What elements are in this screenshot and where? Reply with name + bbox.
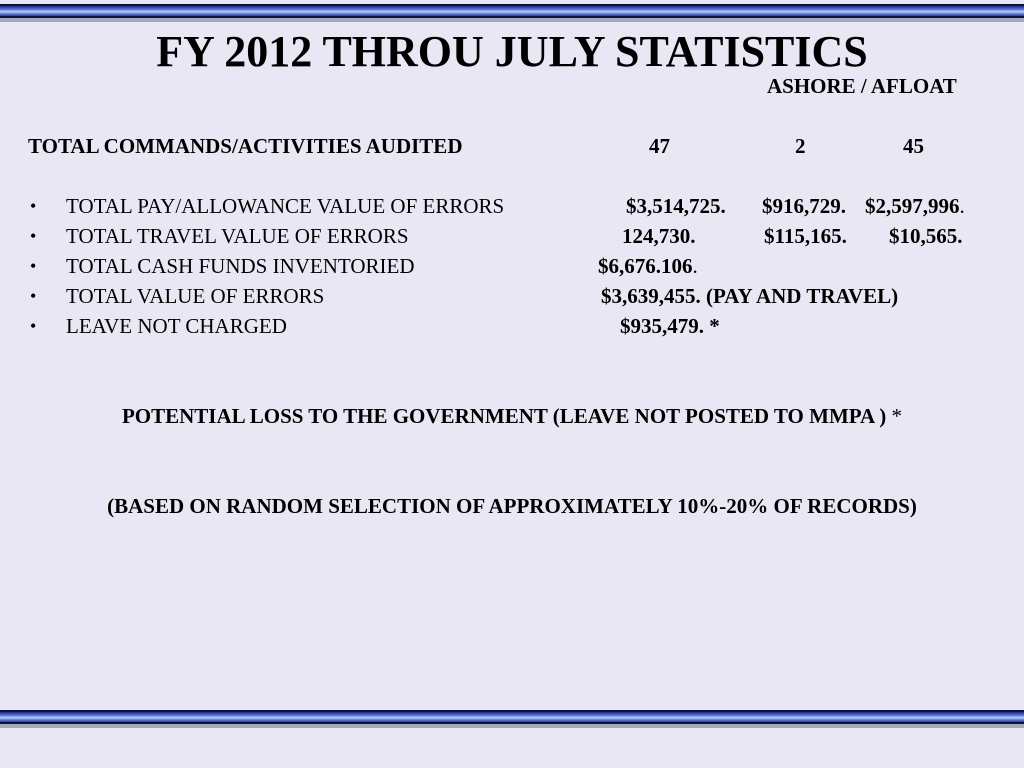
audited-label: TOTAL COMMANDS/ACTIVITIES AUDITED [28, 134, 463, 158]
travel-errors-ashore: $115,165. [764, 224, 847, 248]
top-band-shadow [0, 18, 1024, 22]
bullet-marker: • [30, 226, 37, 246]
cash-funds-label: TOTAL CASH FUNDS INVENTORIED [66, 254, 415, 278]
total-errors-value: $3,639,455. (PAY AND TRAVEL) [601, 284, 899, 308]
travel-errors-afloat: $10,565. [889, 224, 963, 248]
bullet-marker: • [30, 316, 37, 336]
audited-total: 47 [649, 134, 670, 158]
audited-afloat: 45 [903, 134, 924, 158]
bullet-marker: • [30, 196, 37, 216]
pay-allowance-errors-afloat: $2,597,996. [865, 194, 965, 218]
column-header-ashore-afloat: ASHORE / AFLOAT [767, 74, 957, 98]
pay-allowance-errors-label: TOTAL PAY/ALLOWANCE VALUE OF ERRORS [66, 194, 505, 218]
top-decorative-band [0, 4, 1024, 18]
bottom-decorative-band [0, 710, 1024, 724]
total-errors-label: TOTAL VALUE OF ERRORS [66, 284, 325, 308]
bullet-marker: • [30, 256, 37, 276]
random-selection-note: (BASED ON RANDOM SELECTION OF APPROXIMATELY 10%-20% OF RECORDS) [107, 494, 917, 518]
cash-funds-total: $6,676.106. [598, 254, 698, 278]
bottom-band-shadow [0, 724, 1024, 728]
leave-not-charged-label: LEAVE NOT CHARGED [66, 314, 287, 338]
travel-errors-label: TOTAL TRAVEL VALUE OF ERRORS [66, 224, 409, 248]
leave-not-charged-value: $935,479. * [620, 314, 720, 338]
audited-ashore: 2 [795, 134, 806, 158]
pay-allowance-errors-total: $3,514,725. [626, 194, 726, 218]
page-title: FY 2012 THROU JULY STATISTICS [156, 27, 868, 76]
potential-loss-note: POTENTIAL LOSS TO THE GOVERNMENT (LEAVE NOT POSTED TO MMPA ) * [121, 404, 903, 428]
pay-allowance-errors-ashore: $916,729. [762, 194, 846, 218]
travel-errors-total: 124,730. [622, 224, 696, 248]
bullet-marker: • [30, 286, 37, 306]
